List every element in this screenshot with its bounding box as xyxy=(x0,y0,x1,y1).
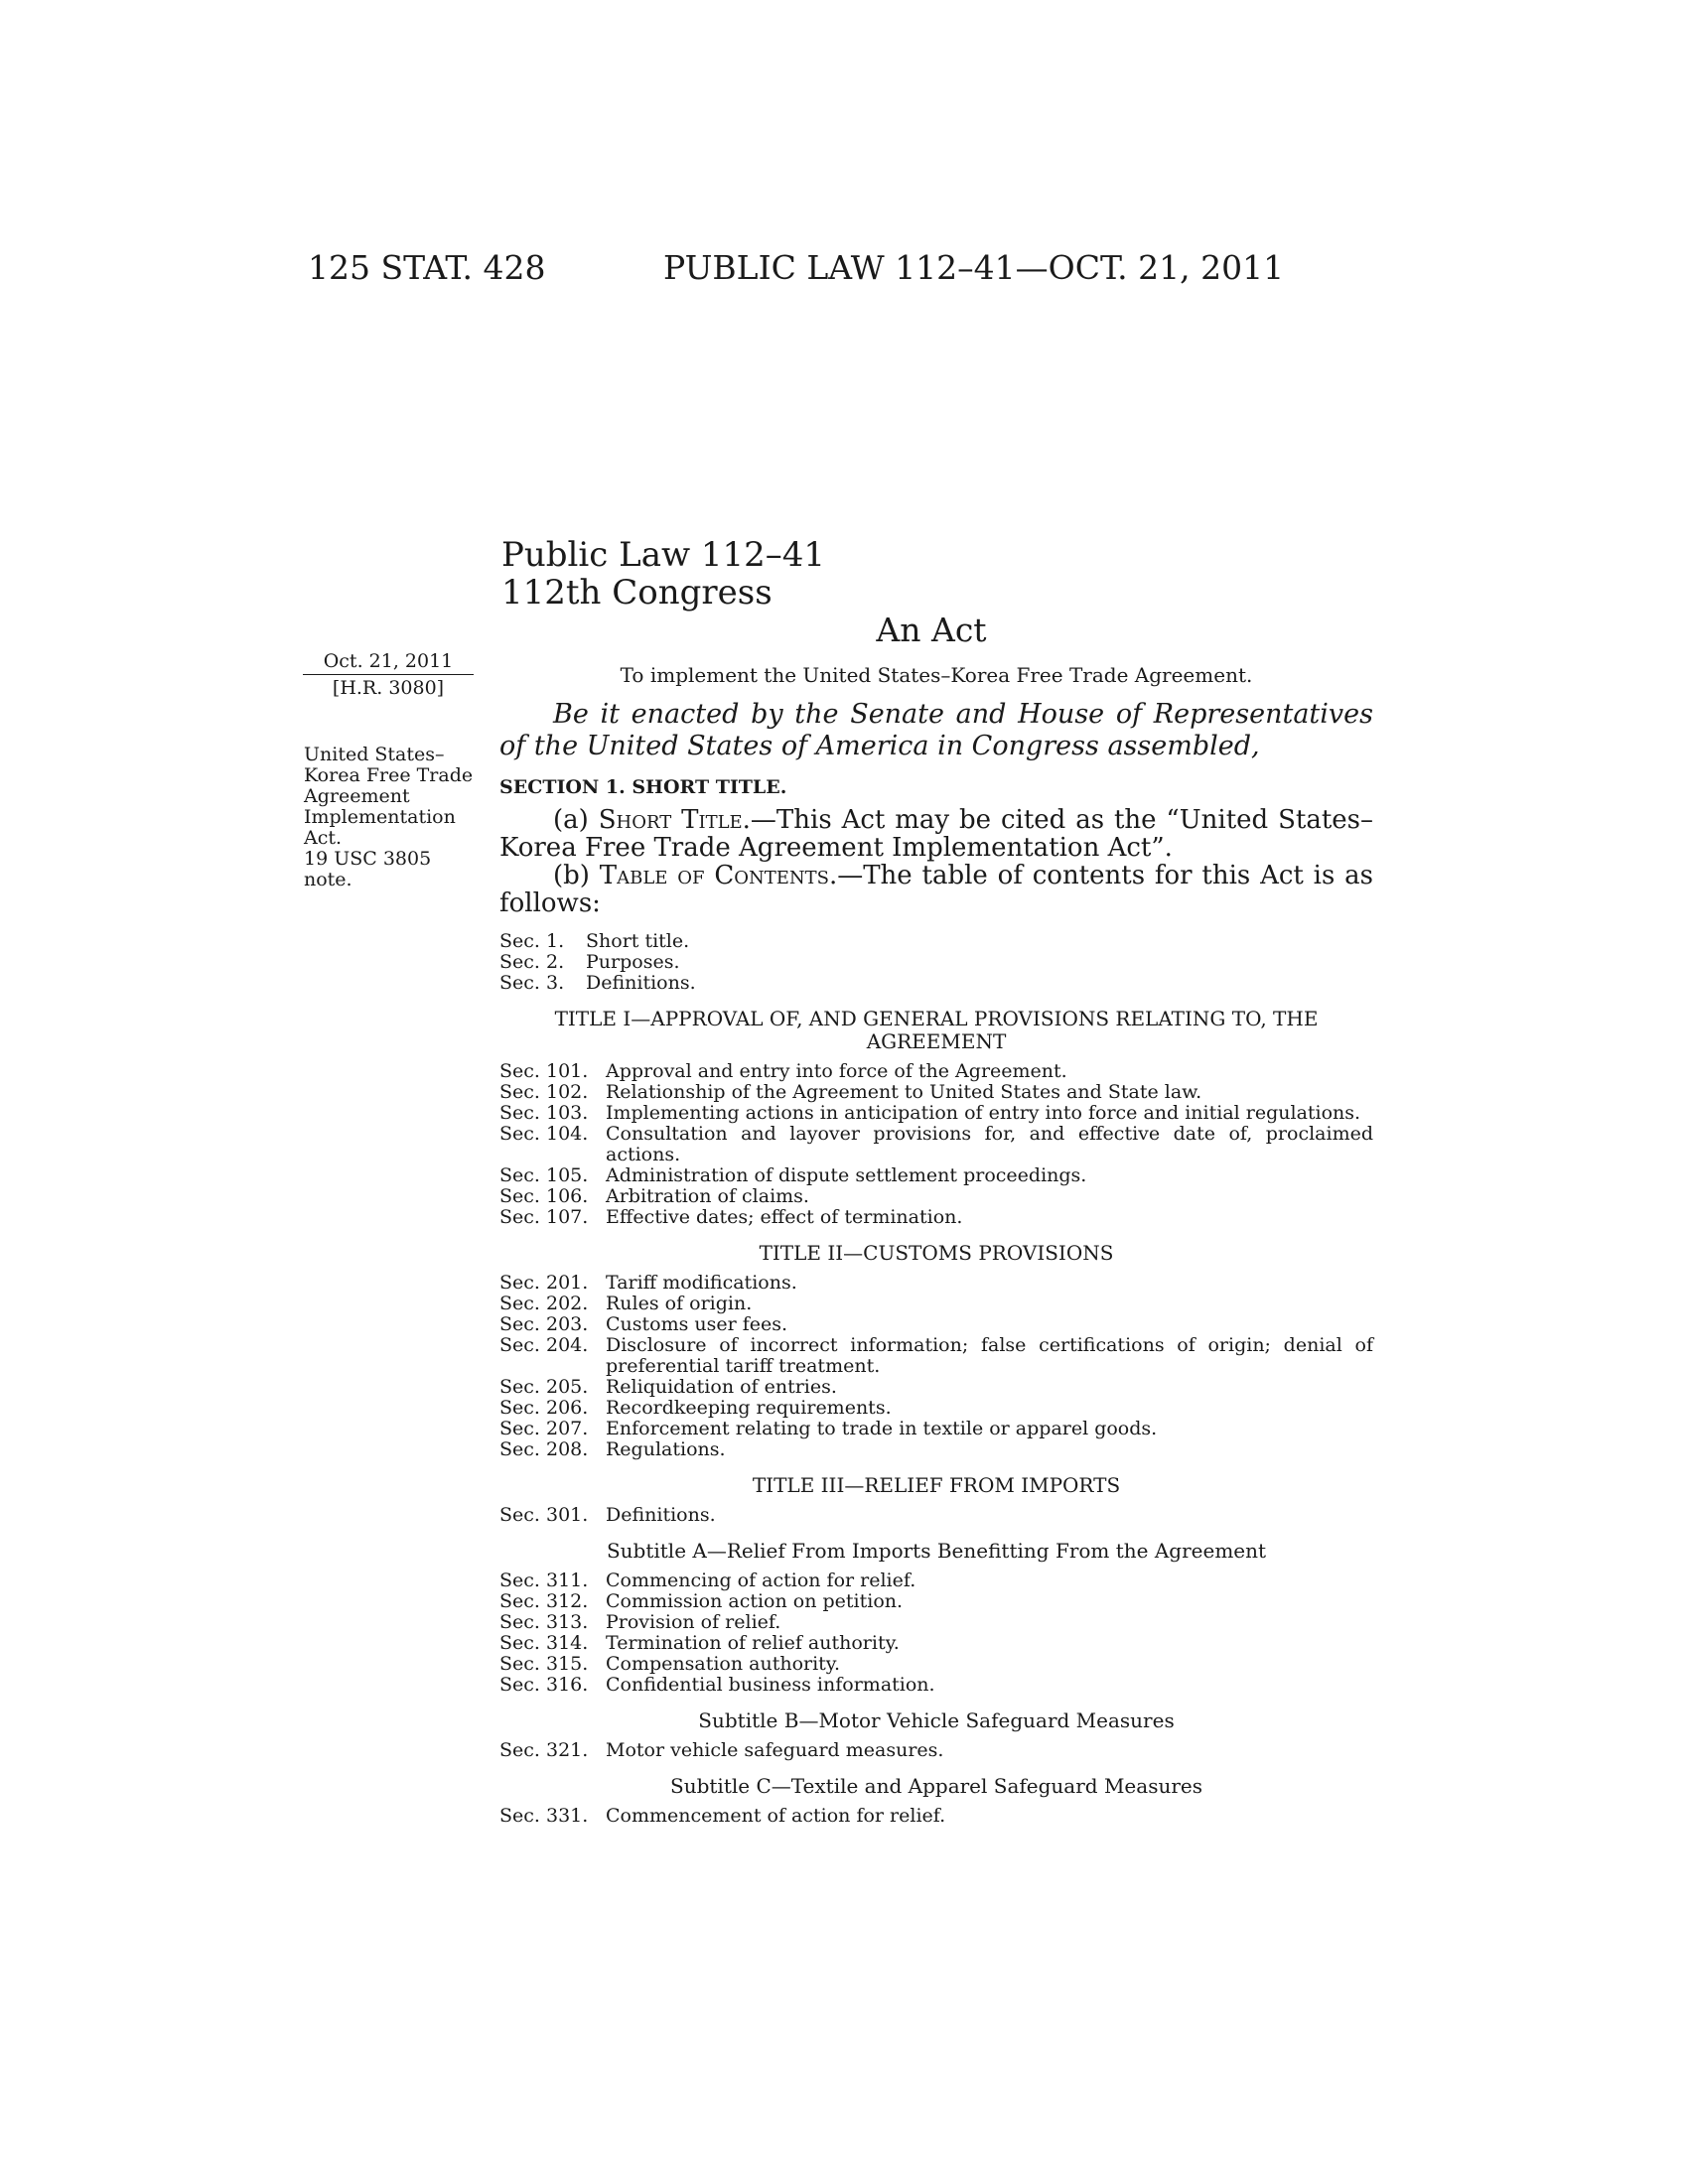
toc-entry xyxy=(499,1186,1373,1207)
toc-entry xyxy=(499,1612,1373,1633)
toc-entry-number: Sec. 207. xyxy=(499,1418,589,1439)
toc-entry-number: Sec. 101. xyxy=(499,1060,589,1082)
toc-entry xyxy=(499,1654,1373,1675)
toc-entry-number: Sec. 208. xyxy=(499,1438,589,1460)
toc-subtitle-heading: Subtitle B—Motor Vehicle Safeguard Measures xyxy=(698,1708,1175,1732)
toc-entry xyxy=(499,1294,1373,1314)
toc-entry-title: Purposes. xyxy=(586,951,680,973)
act-heading: An Act xyxy=(876,611,987,649)
page-header-law: PUBLIC LAW 112–41—OCT. 21, 2011 xyxy=(663,248,1285,287)
toc-entry xyxy=(499,1505,1373,1526)
enacting-clause: Be it enacted by the Senate and House of Representatives of the United States of America in Congress assembled, xyxy=(499,699,1373,761)
toc-entry-number: Sec. 311. xyxy=(499,1570,589,1591)
toc-title-heading: TITLE II—CUSTOMS PROVISIONS xyxy=(759,1241,1114,1265)
toc-entry xyxy=(499,1165,1373,1186)
toc-entry-title: Administration of dispute settlement proceedings. xyxy=(606,1164,1087,1186)
toc-entry xyxy=(499,952,1373,973)
para-text: .—The table of contents for this Act is as follows: xyxy=(499,861,1373,918)
margin-notes xyxy=(304,745,483,890)
toc-entry-title: Reliquidation of entries. xyxy=(606,1376,837,1398)
toc-entry xyxy=(499,1207,1373,1228)
toc-entry-title: Relationship of the Agreement to United States and State law. xyxy=(606,1081,1202,1103)
toc-title-heading: TITLE I—APPROVAL OF, AND GENERAL PROVISIONS RELATING TO, THE AGREEMENT xyxy=(554,1007,1319,1053)
toc-entry-number: Sec. 301. xyxy=(499,1504,589,1526)
paragraph-a xyxy=(499,806,1373,862)
toc-entry xyxy=(499,1082,1373,1103)
table-of-contents xyxy=(499,931,1373,1827)
toc-entry-number: Sec. 331. xyxy=(499,1805,589,1827)
margin-note-line: note. xyxy=(304,869,352,890)
toc-entry xyxy=(499,1335,1373,1377)
toc-entry-number: Sec. 203. xyxy=(499,1313,589,1335)
toc-entry xyxy=(499,1675,1373,1696)
toc-group-subtitle-a xyxy=(499,1570,1373,1696)
toc-entry-number: Sec. 313. xyxy=(499,1611,589,1633)
toc-title-heading: TITLE III—RELIEF FROM IMPORTS xyxy=(752,1473,1121,1497)
toc-entry-title: Arbitration of claims. xyxy=(606,1185,809,1207)
toc-group-subtitle-b xyxy=(499,1740,1373,1761)
page-header-stat: 125 STAT. 428 xyxy=(308,248,546,287)
margin-note-line: Act. xyxy=(304,827,343,849)
toc-entry-title: Definitions. xyxy=(586,972,696,994)
toc-entry-number: Sec. 103. xyxy=(499,1102,589,1124)
toc-entry-number: Sec. 104. xyxy=(499,1123,589,1145)
toc-entry-title: Enforcement relating to trade in textile or apparel goods. xyxy=(606,1418,1158,1439)
toc-entry-number: Sec. 105. xyxy=(499,1164,589,1186)
para-label: (a) xyxy=(553,805,599,835)
margin-date-box xyxy=(303,650,474,699)
toc-entry-number: Sec. 316. xyxy=(499,1674,589,1696)
toc-entry-title: Effective dates; effect of termination. xyxy=(606,1206,963,1228)
toc-entry-number: Sec. 1. xyxy=(499,930,565,952)
law-number: Public Law 112–41 xyxy=(501,535,826,575)
toc-entry-title: Regulations. xyxy=(606,1438,726,1460)
toc-entry-number: Sec. 206. xyxy=(499,1397,589,1419)
toc-entry-title: Tariff modifications. xyxy=(606,1272,797,1294)
toc-entry xyxy=(499,931,1373,952)
main-body xyxy=(499,663,1373,1827)
toc-entry xyxy=(499,1273,1373,1294)
toc-entry-number: Sec. 202. xyxy=(499,1293,589,1314)
toc-group-subtitle-c xyxy=(499,1806,1373,1827)
toc-entry-title: Provision of relief. xyxy=(606,1611,781,1633)
toc-entry-title: Recordkeeping requirements. xyxy=(606,1397,892,1419)
toc-group-title2 xyxy=(499,1273,1373,1460)
toc-entry xyxy=(499,1314,1373,1335)
toc-entry-title: Short title. xyxy=(586,930,690,952)
toc-subtitle-heading: Subtitle C—Textile and Apparel Safeguard Measures xyxy=(670,1774,1202,1798)
toc-entry xyxy=(499,1061,1373,1082)
margin-note-line: United States– xyxy=(304,744,445,765)
toc-entry-number: Sec. 315. xyxy=(499,1653,589,1675)
toc-entry xyxy=(499,1377,1373,1398)
toc-entry xyxy=(499,1439,1373,1460)
toc-entry-title: Motor vehicle safeguard measures. xyxy=(606,1739,944,1761)
toc-entry-title: Rules of origin. xyxy=(606,1293,753,1314)
paragraph-b xyxy=(499,862,1373,917)
toc-entry xyxy=(499,973,1373,994)
toc-entry-title: Consultation and layover provisions for, and effective date of, proclaimed actions. xyxy=(606,1123,1373,1165)
para-heading: Table of Contents xyxy=(599,861,829,890)
toc-entry-number: Sec. 107. xyxy=(499,1206,589,1228)
toc-entry xyxy=(499,1740,1373,1761)
toc-group-intro xyxy=(499,931,1373,994)
toc-entry-title: Commencement of action for relief. xyxy=(606,1805,946,1827)
toc-entry xyxy=(499,1398,1373,1419)
toc-entry-title: Termination of relief authority. xyxy=(606,1632,900,1654)
section-heading: SECTION 1. SHORT TITLE. xyxy=(499,776,787,798)
toc-entry-number: Sec. 2. xyxy=(499,951,565,973)
toc-entry xyxy=(499,1570,1373,1591)
toc-entry-number: Sec. 312. xyxy=(499,1590,589,1612)
congress: 112th Congress xyxy=(501,573,773,613)
toc-entry xyxy=(499,1806,1373,1827)
toc-entry xyxy=(499,1591,1373,1612)
toc-entry-title: Confidential business information. xyxy=(606,1674,935,1696)
para-heading: Short Title xyxy=(598,805,743,835)
toc-entry-title: Implementing actions in anticipation of entry into force and initial regulations. xyxy=(606,1102,1361,1124)
margin-note-line: Implementation xyxy=(304,806,456,828)
toc-entry-number: Sec. 201. xyxy=(499,1272,589,1294)
toc-group-title3 xyxy=(499,1505,1373,1526)
toc-entry-number: Sec. 3. xyxy=(499,972,565,994)
para-label: (b) xyxy=(553,861,600,890)
toc-entry xyxy=(499,1124,1373,1165)
toc-entry-number: Sec. 102. xyxy=(499,1081,589,1103)
toc-entry-number: Sec. 321. xyxy=(499,1739,589,1761)
margin-note-line: Korea Free Trade xyxy=(304,764,474,786)
margin-bill: [H.R. 3080] xyxy=(332,677,445,699)
toc-entry-title: Customs user fees. xyxy=(606,1313,788,1335)
toc-subtitle-heading: Subtitle A—Relief From Imports Benefitting From the Agreement xyxy=(606,1539,1267,1563)
purpose-clause: To implement the United States–Korea Free Trade Agreement. xyxy=(620,663,1253,687)
toc-entry-number: Sec. 314. xyxy=(499,1632,589,1654)
toc-entry-number: Sec. 204. xyxy=(499,1334,589,1356)
toc-entry-number: Sec. 106. xyxy=(499,1185,589,1207)
toc-entry-number: Sec. 205. xyxy=(499,1376,589,1398)
toc-entry-title: Approval and entry into force of the Agreement. xyxy=(606,1060,1067,1082)
law-title xyxy=(501,536,825,612)
margin-note-line: 19 USC 3805 xyxy=(304,848,432,870)
toc-entry xyxy=(499,1419,1373,1439)
margin-note-line: Agreement xyxy=(304,785,410,807)
toc-entry-title: Disclosure of incorrect information; false certifications of origin; denial of preferential tariff treatment. xyxy=(606,1334,1373,1377)
toc-entry xyxy=(499,1103,1373,1124)
toc-entry xyxy=(499,1633,1373,1654)
toc-entry-title: Definitions. xyxy=(606,1504,716,1526)
para-text: .—This Act may be cited as the “United States–Korea Free Trade Agreement Implementation Act”. xyxy=(499,805,1374,863)
toc-entry-title: Commission action on petition. xyxy=(606,1590,904,1612)
margin-date: Oct. 21, 2011 xyxy=(303,650,474,675)
toc-group-title1 xyxy=(499,1061,1373,1228)
toc-entry-title: Compensation authority. xyxy=(606,1653,841,1675)
toc-entry-title: Commencing of action for relief. xyxy=(606,1570,916,1591)
